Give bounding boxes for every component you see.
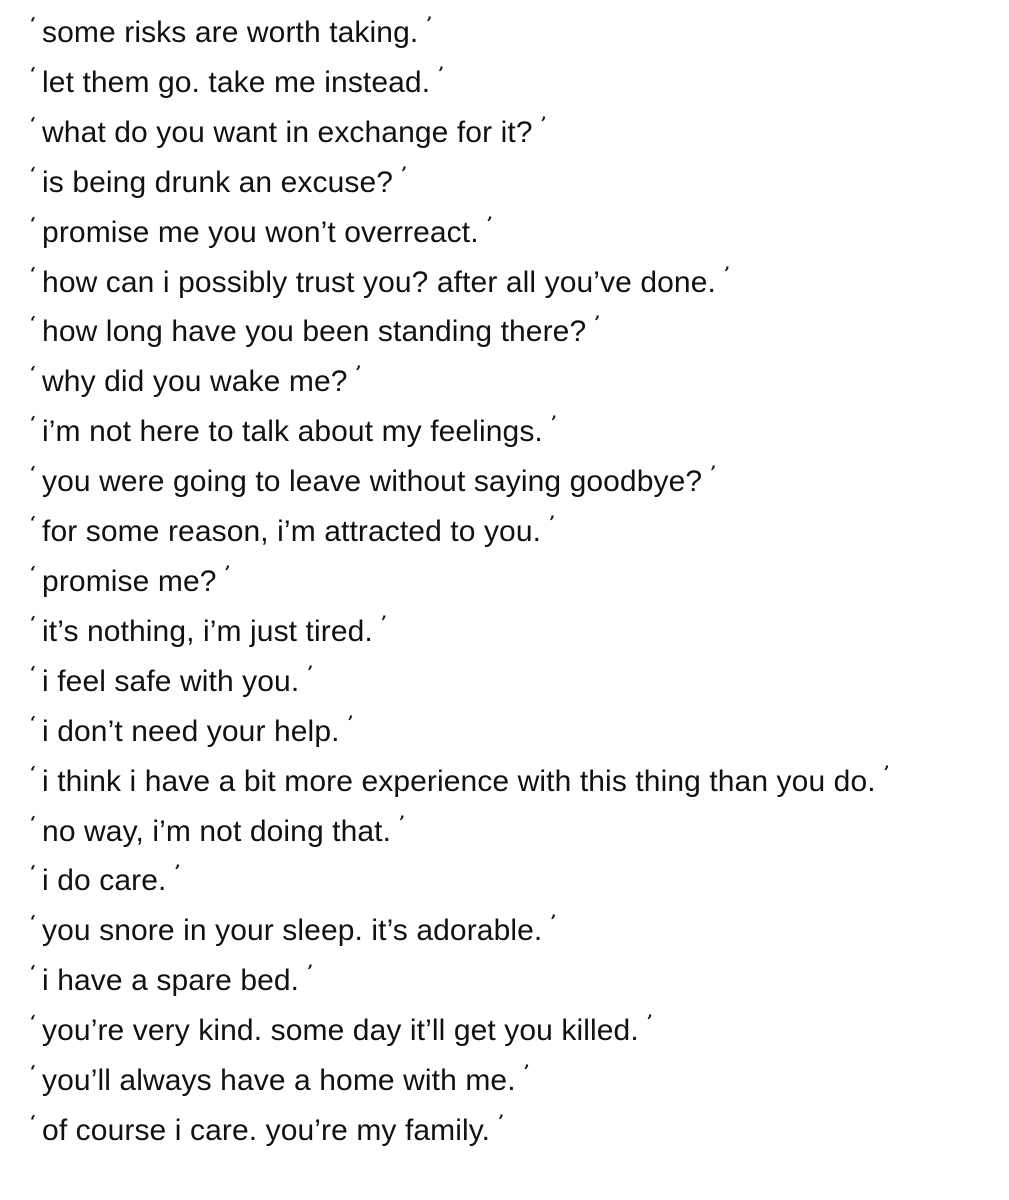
close-quote-mark: ’ xyxy=(307,662,314,683)
open-quote-mark: ‘ xyxy=(30,163,37,184)
prompt-item xyxy=(30,407,960,457)
close-quote-mark: ’ xyxy=(347,712,354,733)
open-quote-mark: ‘ xyxy=(30,14,37,34)
prompt-text: is being drunk an excuse? xyxy=(42,165,394,199)
prompt-text: promise me? xyxy=(42,564,217,598)
prompt-text: how long have you been standing there? xyxy=(42,315,587,349)
prompt-item xyxy=(30,307,960,357)
close-quote-mark: ’ xyxy=(550,912,557,933)
close-quote-mark: ’ xyxy=(355,363,362,384)
open-quote-mark: ‘ xyxy=(30,63,37,84)
prompt-text: what do you want in exchange for it? xyxy=(42,115,533,149)
prompt-text: of course i care. you’re my family. xyxy=(42,1113,491,1147)
close-quote-mark: ’ xyxy=(723,263,730,284)
prompt-text: some risks are worth taking. xyxy=(42,16,419,49)
close-quote-mark: ’ xyxy=(401,163,408,184)
open-quote-mark: ‘ xyxy=(30,413,37,434)
prompt-text: you’re very kind. some day it’ll get you killed. xyxy=(42,1014,639,1048)
open-quote-mark: ‘ xyxy=(30,1062,37,1083)
prompt-item xyxy=(30,8,960,58)
open-quote-mark: ‘ xyxy=(30,313,37,334)
prompt-item xyxy=(30,1006,960,1056)
close-quote-mark: ’ xyxy=(498,1111,505,1132)
close-quote-mark: ’ xyxy=(307,962,314,983)
prompt-item xyxy=(30,108,960,158)
prompt-list xyxy=(30,8,960,1156)
close-quote-mark: ’ xyxy=(883,762,890,783)
prompt-item xyxy=(30,607,960,657)
open-quote-mark: ‘ xyxy=(30,712,37,733)
prompt-text: you snore in your sleep. it’s adorable. xyxy=(42,914,543,948)
prompt-text: i feel safe with you. xyxy=(42,664,300,698)
prompt-item xyxy=(30,807,960,857)
prompt-text: i don’t need your help. xyxy=(42,714,340,748)
prompt-text: no way, i’m not doing that. xyxy=(42,814,392,848)
prompt-item xyxy=(30,208,960,258)
open-quote-mark: ‘ xyxy=(30,263,37,284)
close-quote-mark: ’ xyxy=(224,562,231,583)
open-quote-mark: ‘ xyxy=(30,463,37,484)
prompt-item xyxy=(30,507,960,557)
open-quote-mark: ‘ xyxy=(30,912,37,933)
close-quote-mark: ’ xyxy=(380,612,387,633)
prompt-item xyxy=(30,956,960,1006)
close-quote-mark: ’ xyxy=(486,213,493,234)
prompt-item xyxy=(30,557,960,607)
prompt-text: i think i have a bit more experience with this thing than you do. xyxy=(42,764,876,798)
prompt-text: promise me you won’t overreact. xyxy=(42,215,479,249)
prompt-text: i do care. xyxy=(42,864,167,898)
open-quote-mark: ‘ xyxy=(30,363,37,384)
prompt-item xyxy=(30,657,960,707)
open-quote-mark: ‘ xyxy=(30,862,37,883)
open-quote-mark: ‘ xyxy=(30,762,37,783)
open-quote-mark: ‘ xyxy=(30,962,37,983)
close-quote-mark: ’ xyxy=(710,463,717,484)
open-quote-mark: ‘ xyxy=(30,513,37,534)
prompt-text: why did you wake me? xyxy=(42,365,348,399)
close-quote-mark: ’ xyxy=(540,113,547,134)
open-quote-mark: ‘ xyxy=(30,662,37,683)
close-quote-mark: ’ xyxy=(438,63,445,84)
open-quote-mark: ‘ xyxy=(30,113,37,134)
prompt-item xyxy=(30,357,960,407)
prompt-item xyxy=(30,906,960,956)
prompt-item xyxy=(30,58,960,108)
open-quote-mark: ‘ xyxy=(30,562,37,583)
open-quote-mark: ‘ xyxy=(30,612,37,633)
prompt-text: i have a spare bed. xyxy=(42,964,300,998)
close-quote-mark: ’ xyxy=(646,1012,653,1033)
prompt-item xyxy=(30,1106,960,1156)
prompt-text: let them go. take me instead. xyxy=(42,65,431,99)
open-quote-mark: ‘ xyxy=(30,213,37,234)
open-quote-mark: ‘ xyxy=(30,812,37,833)
prompt-item xyxy=(30,707,960,757)
open-quote-mark: ‘ xyxy=(30,1012,37,1033)
prompt-item xyxy=(30,757,960,807)
close-quote-mark: ’ xyxy=(523,1062,530,1083)
close-quote-mark: ’ xyxy=(174,862,181,883)
close-quote-mark: ’ xyxy=(399,812,406,833)
prompt-text: it’s nothing, i’m just tired. xyxy=(42,614,373,648)
prompt-item xyxy=(30,1056,960,1106)
prompt-text: how can i possibly trust you? after all you’ve done. xyxy=(42,265,716,299)
prompt-item xyxy=(30,158,960,208)
prompt-item xyxy=(30,258,960,308)
prompt-text: you’ll always have a home with me. xyxy=(42,1064,516,1098)
close-quote-mark: ’ xyxy=(594,313,601,334)
prompt-item xyxy=(30,457,960,507)
close-quote-mark: ’ xyxy=(550,413,557,434)
close-quote-mark: ’ xyxy=(549,513,556,534)
prompt-item xyxy=(30,856,960,906)
open-quote-mark: ‘ xyxy=(30,1111,37,1132)
prompt-text: for some reason, i’m attracted to you. xyxy=(42,515,542,549)
prompt-text: you were going to leave without saying goodbye? xyxy=(42,465,703,499)
prompt-text: i’m not here to talk about my feelings. xyxy=(42,415,543,449)
close-quote-mark: ’ xyxy=(426,14,433,34)
